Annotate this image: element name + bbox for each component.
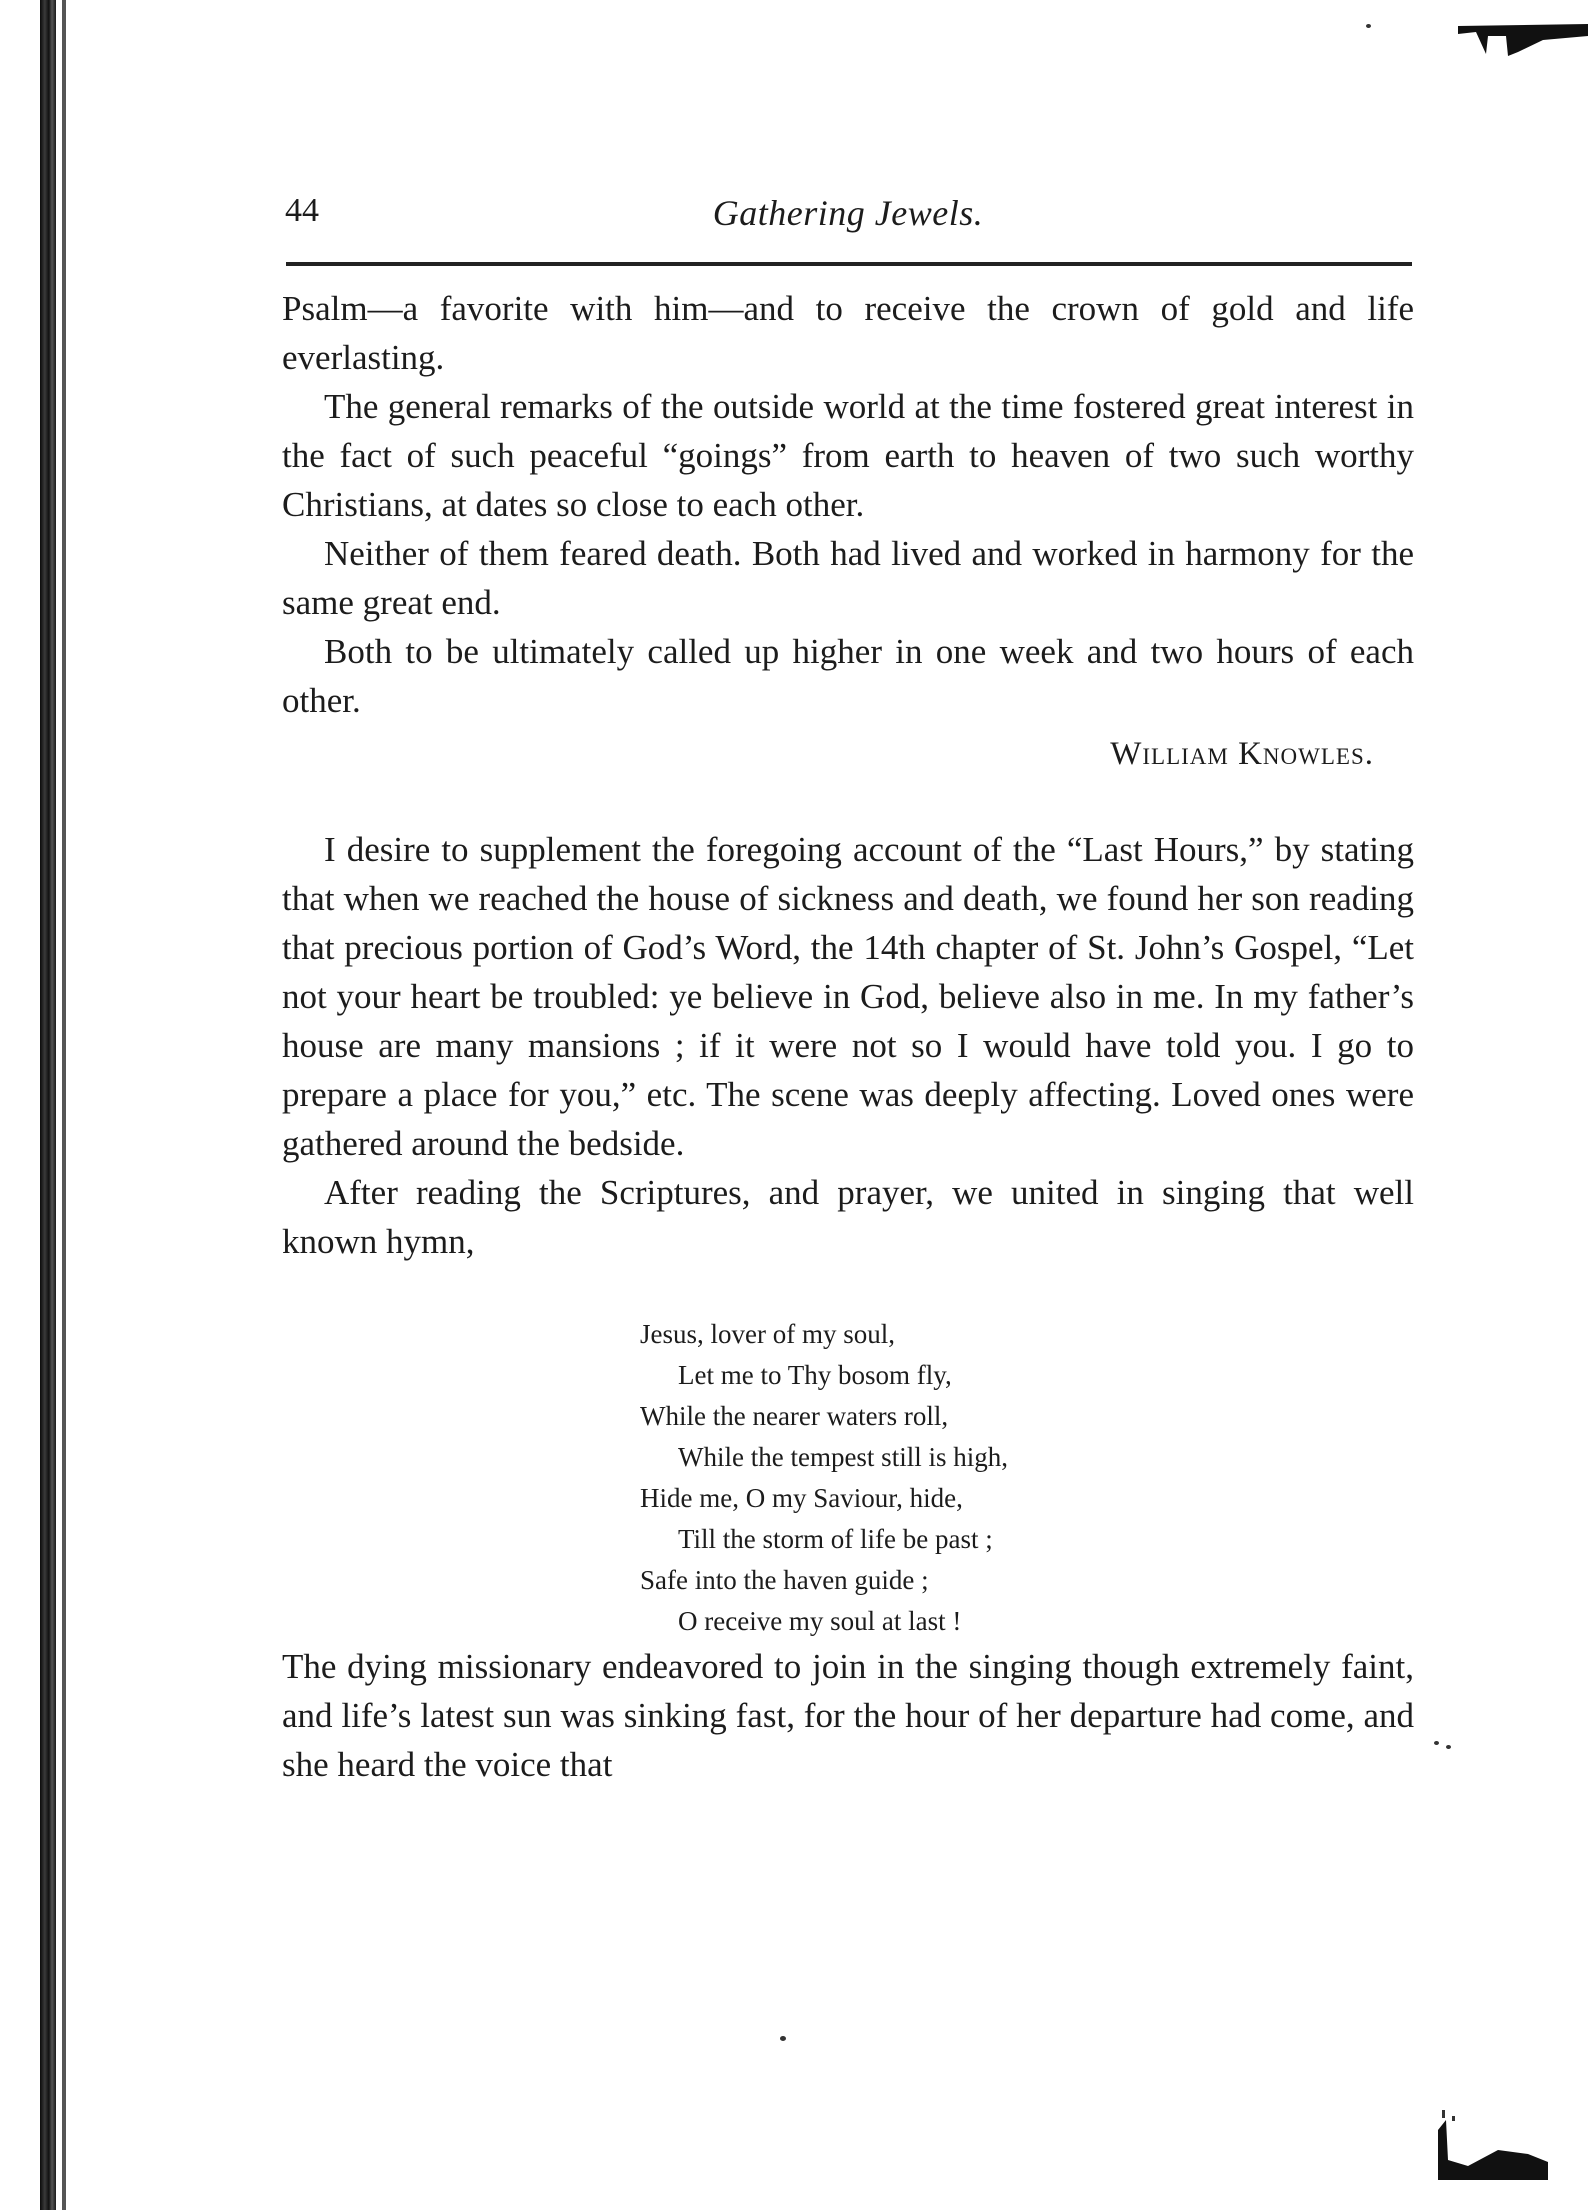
page-body [282, 284, 1414, 1789]
hymn-line: Let me to Thy bosom fly, [678, 1360, 952, 1390]
paragraph: I desire to supplement the foregoing account of the “Last Hours,” by stating that when we reached the house of sickness and death, we found her son reading that precious portion of God’s Word, the 14th chapter of St. John’s Gospel, “Let not your heart be troubled: ye believe in God, believe also in me. In my father’s house are many mansions ; if it were not so I would have told you. I go to prepare a place for you,” etc. The scene was deeply affecting. Loved ones were gathered around the bedside. [282, 830, 1414, 1163]
hymn-line: While the nearer waters roll, [640, 1401, 949, 1431]
paragraph: Psalm—a favorite with him—and to receive the crown of gold and life everlasting. [282, 289, 1414, 377]
hymn-line: Till the storm of life be past ; [678, 1524, 993, 1554]
paragraph: The dying missionary endeavored to join in the singing though extremely faint, and life’s latest sun was sinking fast, for the hour of her departure had come, and she heard the voice that [282, 1647, 1414, 1784]
scan-binding-edge [40, 0, 56, 2210]
scan-speck [1366, 24, 1371, 28]
paragraph: Neither of them feared death. Both had lived and worked in harmony for the same great end. [282, 534, 1414, 622]
hymn-line: Hide me, O my Saviour, hide, [640, 1483, 963, 1513]
section-gap [282, 783, 1414, 825]
scan-binding-shadow [62, 0, 66, 2210]
paragraph: The general remarks of the outside world at the time fostered great interest in the fact of such peaceful “goings” from earth to heaven of two such worthy Christians, at dates so close to each other. [282, 387, 1414, 524]
paragraph: After reading the Scriptures, and prayer, we united in singing that well known hymn, [282, 1173, 1414, 1261]
hymn-line: Jesus, lover of my soul, [640, 1319, 895, 1349]
hymn-verse [640, 1314, 1414, 1642]
hymn-line: O receive my soul at last ! [678, 1606, 962, 1636]
signature: William Knowles. [1110, 736, 1374, 772]
scan-corner-mark-bottom [1438, 2110, 1548, 2180]
scan-speck [780, 2036, 786, 2041]
paragraph: Both to be ultimately called up higher in one week and two hours of each other. [282, 632, 1414, 720]
scan-corner-mark-top [1448, 22, 1588, 62]
running-title: Gathering Jewels. [712, 193, 984, 233]
running-head [282, 192, 1414, 242]
header-rule [286, 262, 1412, 266]
hymn-line: While the tempest still is high, [678, 1442, 1008, 1472]
scan-speck [1446, 1745, 1451, 1749]
scan-speck [1434, 1741, 1439, 1745]
page-number: 44 [285, 192, 319, 229]
hymn-line: Safe into the haven guide ; [640, 1565, 929, 1595]
